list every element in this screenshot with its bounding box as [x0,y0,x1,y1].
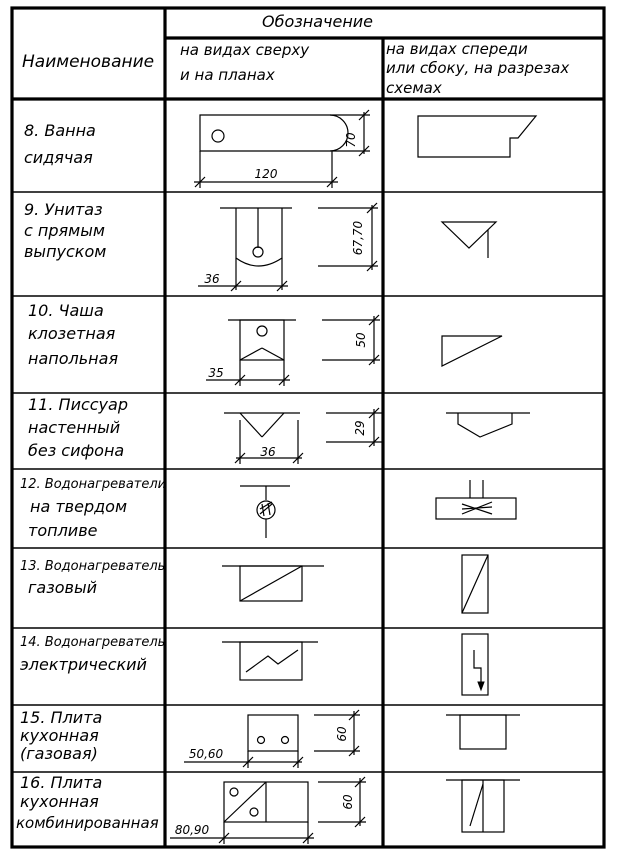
row16-name-2: кухонная [20,792,99,811]
row11-name-3: без сифона [28,441,125,460]
row15-name-2: кухонная [20,726,99,745]
row13-top-view [222,566,324,601]
row8-top-view [194,110,370,188]
row16-name-1: 16. Плита [20,773,103,792]
row15-name-1: 15. Плита [20,708,103,727]
row14-top-view [222,642,318,680]
row11-name-1: 11. Писсуар [28,395,128,414]
row16-dim-width: 80,90 [174,823,210,837]
row15-dim-height: 60 [335,726,349,742]
header-top-view-2: и на планах [180,66,275,84]
row10-dim-width: 35 [208,366,224,380]
header-top-view-1: на видах сверху [180,41,310,59]
row10-dim-height: 50 [354,332,368,348]
row9-front-view [442,222,496,258]
header-name: Наименование [22,52,155,72]
row14-front-view [462,634,488,695]
row10-name-1: 10. Чаша [28,301,104,320]
row13-name-2: газовый [28,578,97,597]
row13-front-view [462,555,488,613]
row10-front-view [442,336,502,366]
row14-name-1: 14. Водонагреватель [20,635,166,650]
row12-front-view [436,480,516,519]
row10-name-2: клозетная [28,324,116,343]
row11-front-view [446,413,530,437]
row16-dim-height: 60 [341,794,355,810]
row11-dim-height: 29 [353,420,367,436]
row8-dim-width: 120 [254,167,278,181]
row9-name-1: 9. Унитаз [24,200,103,219]
row15-dim-width: 50,60 [188,747,224,761]
row12-top-view [240,486,290,538]
row12-name-1: 12. Водонагреватели [20,477,167,492]
header-front-view-2: или сбоку, на разрезах [386,59,570,77]
row16-front-view [446,780,520,832]
row8-dim-height: 70 [344,132,358,148]
row12-name-2: на твердом [30,497,128,516]
row13-name-1: 13. Водонагреватель [20,559,166,574]
row12-name-3: топливе [28,521,98,540]
row11-dim-width: 36 [260,445,276,459]
row9-dim-width: 36 [204,272,220,286]
header-front-view-3: схемах [386,79,442,97]
row8-name-1: 8. Ванна [24,121,96,140]
row16-name-3: комбинированная [16,814,159,832]
row11-name-2: настенный [28,418,121,437]
row15-front-view [446,715,520,749]
row9-name-2: с прямым [24,221,105,240]
row8-name-2: сидячая [24,148,93,167]
row14-name-2: электрический [20,655,147,674]
header-front-view-1: на видах спереди [386,40,528,58]
row9-name-3: выпуском [24,242,107,261]
row8-front-view [418,116,536,157]
row10-top-view [206,315,380,386]
row10-name-3: напольная [28,349,119,368]
row15-name-3: (газовая) [20,744,98,763]
row9-dim-height: 67,70 [351,220,365,256]
header-designation: Обозначение [262,12,374,31]
